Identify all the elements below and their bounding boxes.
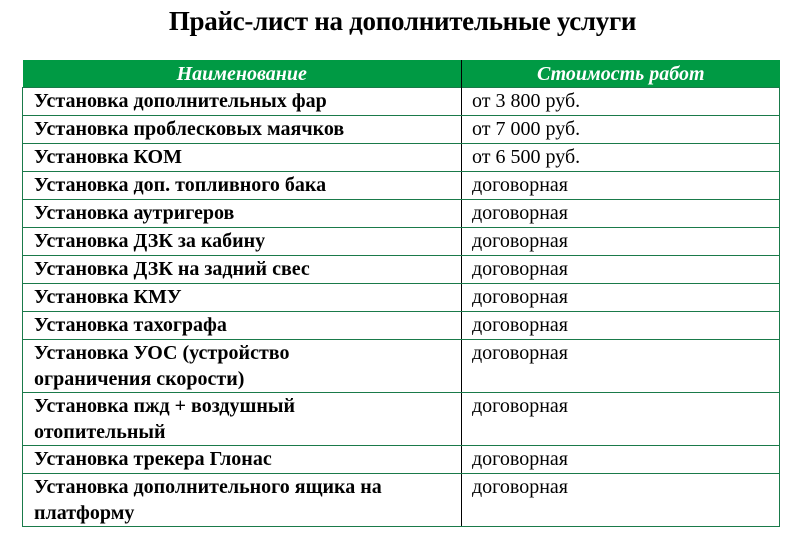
service-name: Установка пжд + воздушный отопительный: [23, 393, 462, 446]
table-row: [23, 172, 780, 200]
service-name: Установка УОС (устройство ограничения скорости): [23, 340, 462, 393]
header-name: Наименование: [23, 60, 462, 88]
service-cost: договорная: [462, 256, 780, 284]
table-row: [23, 284, 780, 312]
service-cost: договорная: [462, 312, 780, 340]
service-cost: договорная: [462, 172, 780, 200]
service-cost: от 6 500 руб.: [462, 144, 780, 172]
service-cost: договорная: [462, 393, 780, 446]
service-name: Установка аутригеров: [23, 200, 462, 228]
service-cost: от 3 800 руб.: [462, 88, 780, 116]
price-table: [22, 60, 780, 527]
table-row: [23, 312, 780, 340]
service-cost: договорная: [462, 200, 780, 228]
table-row: [23, 116, 780, 144]
table-row: [23, 200, 780, 228]
service-name: Установка дополнительного ящика на платформу: [23, 474, 462, 527]
page-title: Прайс-лист на дополнительные услуги: [168, 6, 637, 36]
service-cost: от 7 000 руб.: [462, 116, 780, 144]
service-cost: договорная: [462, 446, 780, 474]
service-cost: договорная: [462, 340, 780, 393]
service-name: Установка КМУ: [23, 284, 462, 312]
table-row: [23, 256, 780, 284]
table-row: [23, 88, 780, 116]
table-row: [23, 393, 780, 446]
service-name: Установка проблесковых маячков: [23, 116, 462, 144]
table-row: [23, 144, 780, 172]
service-cost: договорная: [462, 284, 780, 312]
service-name: Установка тахографа: [23, 312, 462, 340]
header-cost: Стоимость работ: [462, 60, 780, 88]
table-row: [23, 474, 780, 527]
service-name: Установка доп. топливного бака: [23, 172, 462, 200]
table-row: [23, 340, 780, 393]
service-name: Установка ДЗК за кабину: [23, 228, 462, 256]
service-cost: договорная: [462, 474, 780, 527]
service-cost: договорная: [462, 228, 780, 256]
table-header-row: [23, 60, 780, 88]
table-row: [23, 228, 780, 256]
service-name: Установка трекера Глонас: [23, 446, 462, 474]
table-row: [23, 446, 780, 474]
service-name: Установка КОМ: [23, 144, 462, 172]
service-name: Установка ДЗК на задний свес: [23, 256, 462, 284]
service-name: Установка дополнительных фар: [23, 88, 462, 116]
